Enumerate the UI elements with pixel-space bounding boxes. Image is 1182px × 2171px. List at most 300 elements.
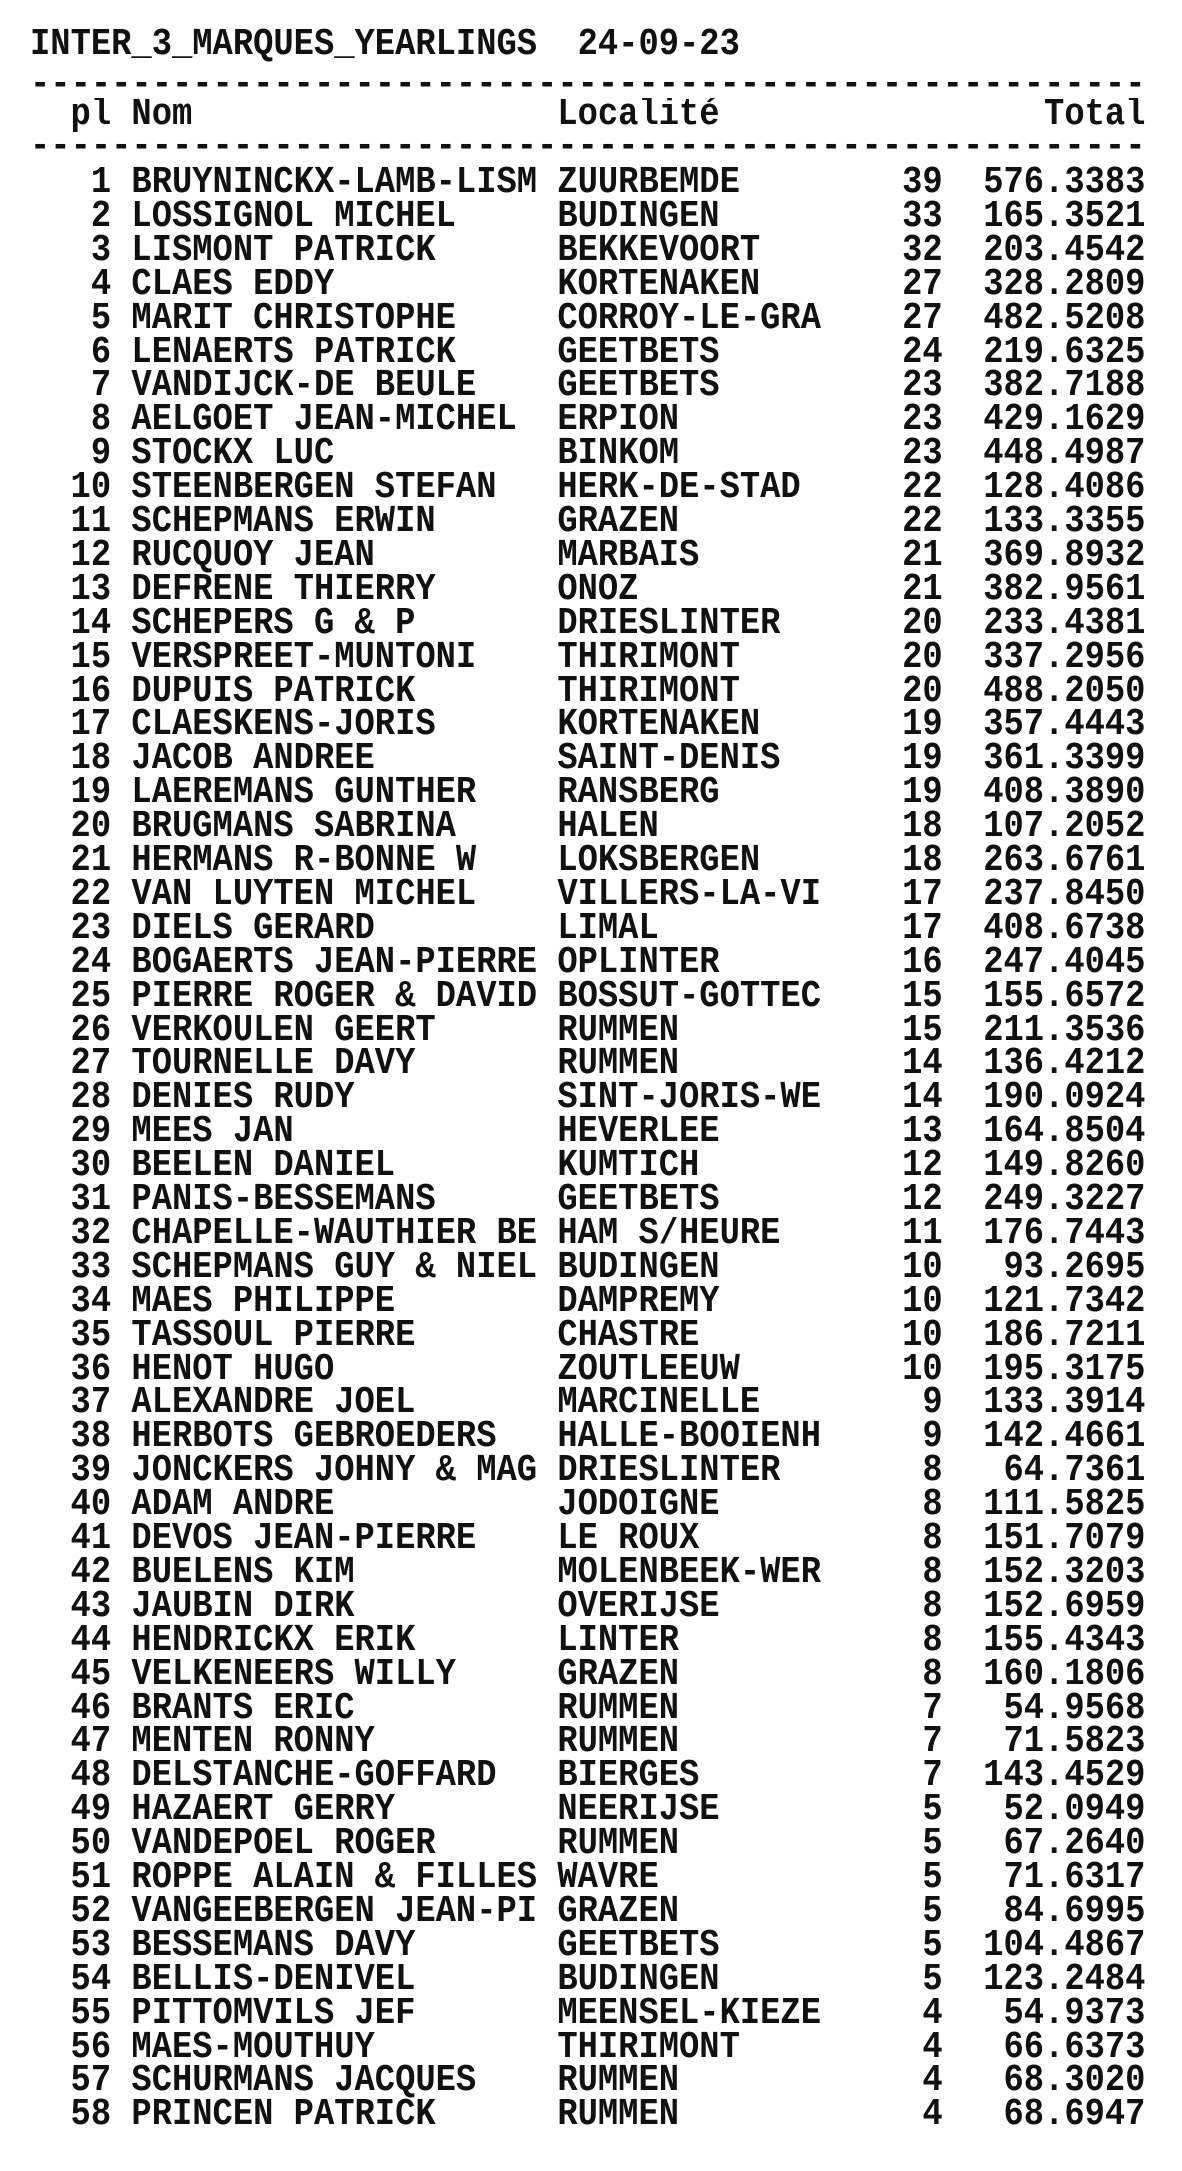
header-name-text: Nom <box>131 98 193 132</box>
cell-count-text: 17 <box>902 911 943 946</box>
cell-name-text: ALEXANDRE JOEL <box>131 1386 416 1421</box>
cell-total <box>963 810 1146 844</box>
cell-count <box>882 166 943 200</box>
table-row <box>30 505 1145 539</box>
cell-count <box>882 1420 943 1454</box>
cell-rank <box>30 1115 111 1149</box>
cell-count <box>882 1997 943 2031</box>
cell-count-text: 33 <box>902 199 943 234</box>
cell-count-text: 17 <box>902 877 943 912</box>
cell-total <box>963 980 1146 1014</box>
cell-name-text: PIERRE ROGER & DAVID <box>131 979 538 1014</box>
cell-count-text: 14 <box>902 1047 943 1082</box>
table-row <box>30 980 1145 1014</box>
cell-name <box>131 1420 537 1454</box>
cell-total-text: 152.6959 <box>983 1589 1146 1624</box>
cell-rank <box>30 1624 111 1658</box>
cell-rank <box>30 1285 111 1319</box>
cell-count-text: 18 <box>902 810 943 845</box>
cell-rank-text: 32 <box>70 1216 112 1251</box>
cell-name <box>131 1793 537 1827</box>
cell-name <box>131 403 537 437</box>
cell-name-text: LOSSIGNOL MICHEL <box>131 199 456 234</box>
cell-locality-text: LINTER <box>557 1623 680 1658</box>
cell-rank <box>30 776 111 810</box>
cell-name-text: CLAES EDDY <box>131 267 335 302</box>
cell-total-text: 104.4867 <box>983 1928 1146 1963</box>
cell-rank <box>30 166 111 200</box>
cell-name <box>131 878 537 912</box>
cell-name-text: SCHEPMANS GUY & NIEL <box>131 1250 538 1285</box>
cell-total-text: 121.7342 <box>983 1284 1146 1319</box>
cell-name-text: LISMONT PATRICK <box>131 233 436 268</box>
cell-name-text: RUCQUOY JEAN <box>131 538 375 573</box>
cell-locality-text: OPLINTER <box>557 945 720 980</box>
cell-count-text: 4 <box>922 2064 943 2099</box>
cell-count-text: 19 <box>902 776 943 811</box>
cell-total-text: 84.6995 <box>1003 1894 1146 1929</box>
cell-locality <box>557 1285 841 1319</box>
cell-total <box>963 1895 1146 1929</box>
cell-count <box>882 1353 943 1387</box>
cell-locality <box>557 1827 841 1861</box>
cell-locality-text: BUDINGEN <box>557 1962 720 1997</box>
cell-count <box>882 1251 943 1285</box>
cell-locality-text: GEETBETS <box>557 1928 720 1963</box>
cell-name <box>131 1217 537 1251</box>
cell-total <box>963 2098 1146 2132</box>
table-row <box>30 844 1145 878</box>
cell-rank-text: 17 <box>70 708 112 743</box>
cell-locality-text: DAMPREMY <box>557 1284 720 1319</box>
cell-total-text: 160.1806 <box>983 1657 1146 1692</box>
cell-locality-text: ZUURBEMDE <box>557 166 740 200</box>
cell-count-text: 22 <box>902 471 943 506</box>
cell-locality-text: KORTENAKEN <box>557 267 761 302</box>
cell-count <box>882 234 943 268</box>
cell-total-text: 136.4212 <box>983 1047 1146 1082</box>
cell-count <box>882 573 943 607</box>
cell-name-text: DEFRENE THIERRY <box>131 572 436 607</box>
cell-rank-text: 52 <box>70 1894 112 1929</box>
cell-locality <box>557 1047 841 1081</box>
cell-rank-text: 13 <box>70 572 112 607</box>
cell-name <box>131 1522 537 1556</box>
cell-total <box>963 1522 1146 1556</box>
cell-locality-text: DRIESLINTER <box>557 1454 781 1489</box>
cell-total <box>963 844 1146 878</box>
cell-count <box>882 2098 943 2132</box>
cell-name-text: LENAERTS PATRICK <box>131 335 456 370</box>
table-row <box>30 1725 1145 1759</box>
cell-count-text: 10 <box>902 1352 943 1387</box>
cell-rank-text: 56 <box>70 2030 112 2065</box>
cell-locality-text: BINKOM <box>557 437 680 472</box>
cell-locality-text: GEETBETS <box>557 1183 720 1217</box>
cell-locality-text: SINT-JORIS-WE <box>557 1081 821 1116</box>
cell-locality-text: VILLERS-LA-VI <box>557 877 821 912</box>
cell-total-text: 93.2695 <box>1003 1250 1146 1285</box>
cell-locality <box>557 1556 841 1590</box>
cell-name-text: PRINCEN PATRICK <box>131 2098 436 2133</box>
header-locality-text: Localité <box>557 98 720 132</box>
cell-name <box>131 200 537 234</box>
cell-count <box>882 878 943 912</box>
cell-locality <box>557 505 841 539</box>
cell-rank <box>30 573 111 607</box>
table-row <box>30 1014 1145 1048</box>
cell-name <box>131 1759 537 1793</box>
cell-locality-text: BEKKEVOORT <box>557 233 761 268</box>
cell-name-text: ADAM ANDRE <box>131 1488 335 1523</box>
cell-name <box>131 539 537 573</box>
cell-rank-text: 3 <box>90 233 112 268</box>
cell-rank <box>30 1420 111 1454</box>
table-row <box>30 675 1145 709</box>
cell-rank-text: 37 <box>70 1386 112 1421</box>
cell-total <box>963 1251 1146 1285</box>
cell-name-text: BELLIS-DENIVEL <box>131 1962 416 1997</box>
table-row <box>30 336 1145 370</box>
cell-rank <box>30 1217 111 1251</box>
table-row <box>30 1251 1145 1285</box>
cell-locality-text: RUMMEN <box>557 2064 680 2099</box>
cell-total <box>963 776 1146 810</box>
cell-name-text: BUELENS KIM <box>131 1555 355 1590</box>
cell-rank-text: 39 <box>70 1454 112 1489</box>
cell-total <box>963 1047 1146 1081</box>
cell-locality-text: KUMTICH <box>557 1149 700 1184</box>
cell-locality <box>557 200 841 234</box>
cell-name <box>131 810 537 844</box>
cell-count-text: 21 <box>902 572 943 607</box>
cell-count-text: 16 <box>902 945 943 980</box>
cell-rank-text: 38 <box>70 1420 112 1455</box>
cell-rank <box>30 708 111 742</box>
cell-rank-text: 2 <box>90 199 112 234</box>
cell-total-text: 233.4381 <box>983 606 1146 641</box>
cell-locality <box>557 810 841 844</box>
table-row <box>30 1692 1145 1726</box>
cell-rank <box>30 844 111 878</box>
cell-total <box>963 708 1146 742</box>
table-row <box>30 1386 1145 1420</box>
cell-total-text: 247.4045 <box>983 945 1146 980</box>
cell-name-text: HENDRICKX ERIK <box>131 1623 416 1658</box>
cell-name-text: SCHURMANS JACQUES <box>131 2064 477 2099</box>
table-row <box>30 1047 1145 1081</box>
cell-total <box>963 1285 1146 1319</box>
cell-name <box>131 1556 537 1590</box>
cell-locality-text: ERPION <box>557 403 680 438</box>
cell-total-text: 186.7211 <box>983 1318 1146 1353</box>
cell-name <box>131 336 537 370</box>
cell-total <box>963 946 1146 980</box>
cell-name <box>131 675 537 709</box>
cell-rank-text: 58 <box>70 2098 112 2133</box>
cell-total-text: 448.4987 <box>983 437 1146 472</box>
cell-rank-text: 54 <box>70 1962 112 1997</box>
table-row <box>30 1488 1145 1522</box>
cell-total-text: 488.2050 <box>983 674 1146 709</box>
cell-rank <box>30 1386 111 1420</box>
cell-locality-text: GRAZEN <box>557 505 680 539</box>
cell-rank-text: 7 <box>90 369 112 404</box>
cell-name-text: DUPUIS PATRICK <box>131 674 416 709</box>
cell-locality-text: MEENSEL-KIEZE <box>557 1996 821 2031</box>
table-row <box>30 1827 1145 1861</box>
cell-total <box>963 505 1146 539</box>
cell-name-text: ROPPE ALAIN & FILLES <box>131 1861 538 1895</box>
cell-count <box>882 810 943 844</box>
cell-count-text: 8 <box>922 1522 943 1556</box>
cell-total-text: 576.3383 <box>983 166 1146 200</box>
cell-count-text: 7 <box>922 1759 943 1794</box>
cell-name <box>131 1861 537 1895</box>
cell-name-text: TOURNELLE DAVY <box>131 1047 416 1082</box>
cell-total <box>963 539 1146 573</box>
cell-locality-text: CORROY-LE-GRA <box>557 301 821 336</box>
cell-rank <box>30 1861 111 1895</box>
cell-name-text: BRUGMANS SABRINA <box>131 810 456 845</box>
cell-count <box>882 1861 943 1895</box>
cell-locality-text: THIRIMONT <box>557 2030 740 2065</box>
cell-total <box>963 1929 1146 1963</box>
table-row <box>30 810 1145 844</box>
table-row <box>30 302 1145 336</box>
table-row <box>30 1793 1145 1827</box>
cell-rank-text: 1 <box>90 166 112 200</box>
cell-total-text: 337.2956 <box>983 640 1146 675</box>
cell-locality <box>557 1488 841 1522</box>
cell-total <box>963 1081 1146 1115</box>
cell-locality-text: HALEN <box>557 810 659 845</box>
cell-rank <box>30 912 111 946</box>
cell-rank-text: 10 <box>70 471 112 506</box>
cell-total-text: 382.9561 <box>983 572 1146 607</box>
cell-locality <box>557 1861 841 1895</box>
cell-count <box>882 2031 943 2065</box>
table-row <box>30 607 1145 641</box>
cell-total-text: 155.6572 <box>983 979 1146 1014</box>
cell-count <box>882 539 943 573</box>
cell-count-text: 8 <box>922 1555 943 1590</box>
cell-rank-text: 9 <box>90 437 112 472</box>
cell-locality <box>557 1895 841 1929</box>
cell-name-text: MENTEN RONNY <box>131 1725 375 1760</box>
cell-locality-text: RUMMEN <box>557 1725 680 1760</box>
cell-name-text: HAZAERT GERRY <box>131 1793 396 1828</box>
cell-name-text: VERSPREET-MUNTONI <box>131 640 477 675</box>
cell-total-text: 151.7079 <box>983 1522 1146 1556</box>
cell-total <box>963 268 1146 302</box>
table-row <box>30 912 1145 946</box>
cell-rank-text: 45 <box>70 1657 112 1692</box>
cell-total <box>963 1590 1146 1624</box>
cell-rank-text: 14 <box>70 606 112 641</box>
cell-total-text: 123.2484 <box>983 1962 1146 1997</box>
cell-total-text: 211.3536 <box>983 1013 1146 1048</box>
cell-name <box>131 1285 537 1319</box>
cell-locality <box>557 675 841 709</box>
cell-rank <box>30 1454 111 1488</box>
cell-count <box>882 268 943 302</box>
table-row <box>30 1081 1145 1115</box>
cell-total <box>963 573 1146 607</box>
cell-count <box>882 1963 943 1997</box>
cell-name <box>131 1115 537 1149</box>
cell-locality <box>557 878 841 912</box>
cell-rank <box>30 1997 111 2031</box>
cell-total-text: 328.2809 <box>983 267 1146 302</box>
cell-total-text: 133.3914 <box>983 1386 1146 1421</box>
cell-name <box>131 166 537 200</box>
cell-count-text: 13 <box>902 1115 943 1150</box>
cell-locality-text: GRAZEN <box>557 1894 680 1929</box>
cell-rank <box>30 1658 111 1692</box>
cell-total-text: 165.3521 <box>983 199 1146 234</box>
cell-name <box>131 1692 537 1726</box>
cell-locality <box>557 1183 841 1217</box>
cell-total <box>963 234 1146 268</box>
cell-total <box>963 1149 1146 1183</box>
cell-count-text: 5 <box>922 1827 943 1862</box>
cell-count-text: 21 <box>902 538 943 573</box>
cell-total-text: 68.6947 <box>1003 2098 1146 2133</box>
cell-rank-text: 49 <box>70 1793 112 1828</box>
cell-count-text: 8 <box>922 1454 943 1489</box>
cell-rank <box>30 1522 111 1556</box>
cell-count <box>882 1590 943 1624</box>
cell-count-text: 4 <box>922 2098 943 2133</box>
cell-count-text: 5 <box>922 1928 943 1963</box>
cell-name-text: PITTOMVILS JEF <box>131 1996 416 2031</box>
cell-count-text: 22 <box>902 505 943 539</box>
cell-rank-text: 35 <box>70 1318 112 1353</box>
table-row <box>30 1522 1145 1556</box>
cell-count <box>882 302 943 336</box>
cell-locality <box>557 1149 841 1183</box>
cell-locality-text: LOKSBERGEN <box>557 844 761 878</box>
cell-rank <box>30 471 111 505</box>
cell-total-text: 71.5823 <box>1003 1725 1146 1760</box>
cell-total <box>963 1353 1146 1387</box>
cell-count-text: 19 <box>902 742 943 777</box>
cell-total <box>963 1183 1146 1217</box>
cell-count <box>882 1454 943 1488</box>
cell-count <box>882 742 943 776</box>
cell-locality <box>557 1251 841 1285</box>
cell-rank-text: 24 <box>70 945 112 980</box>
cell-name-text: VANDEPOEL ROGER <box>131 1827 436 1862</box>
cell-count <box>882 708 943 742</box>
cell-locality-text: BIERGES <box>557 1759 700 1794</box>
cell-name <box>131 1827 537 1861</box>
cell-rank-text: 36 <box>70 1352 112 1387</box>
cell-total-text: 142.4661 <box>983 1420 1146 1455</box>
cell-count <box>882 403 943 437</box>
cell-total-text: 408.6738 <box>983 911 1146 946</box>
cell-name-text: CHAPELLE-WAUTHIER BE <box>131 1216 538 1251</box>
cell-count <box>882 1658 943 1692</box>
cell-locality <box>557 1353 841 1387</box>
cell-total <box>963 1556 1146 1590</box>
cell-locality <box>557 742 841 776</box>
cell-locality-text: MOLENBEEK-WER <box>557 1555 821 1590</box>
cell-total <box>963 1217 1146 1251</box>
cell-count-text: 7 <box>922 1691 943 1726</box>
cell-count-text: 14 <box>902 1081 943 1116</box>
cell-name <box>131 946 537 980</box>
cell-total <box>963 1014 1146 1048</box>
cell-rank-text: 20 <box>70 810 112 845</box>
cell-total <box>963 1861 1146 1895</box>
cell-total <box>963 641 1146 675</box>
cell-count <box>882 1895 943 1929</box>
cell-locality-text: KORTENAKEN <box>557 708 761 743</box>
cell-name <box>131 980 537 1014</box>
cell-name <box>131 2098 537 2132</box>
cell-locality-text: GRAZEN <box>557 1657 680 1692</box>
cell-name <box>131 1047 537 1081</box>
cell-locality <box>557 1658 841 1692</box>
cell-rank <box>30 437 111 471</box>
separator-top <box>30 63 1146 107</box>
cell-rank-text: 19 <box>70 776 112 811</box>
cell-total-text: 357.4443 <box>983 708 1146 743</box>
cell-name <box>131 2031 537 2065</box>
cell-count <box>882 1522 943 1556</box>
cell-rank <box>30 234 111 268</box>
cell-total-text: 66.6373 <box>1003 2030 1146 2065</box>
cell-count <box>882 2064 943 2098</box>
cell-total-text: 68.3020 <box>1003 2064 1146 2099</box>
cell-count-text: 23 <box>902 403 943 438</box>
cell-locality <box>557 1319 841 1353</box>
cell-total <box>963 369 1146 403</box>
report-title-text: INTER_3_MARQUES_YEARLINGS 24-09-23 <box>30 23 740 67</box>
cell-count <box>882 1759 943 1793</box>
cell-rank <box>30 505 111 539</box>
cell-count-text: 5 <box>922 1894 943 1929</box>
cell-count <box>882 1183 943 1217</box>
cell-locality-text: HEVERLEE <box>557 1115 720 1150</box>
cell-locality <box>557 980 841 1014</box>
cell-total <box>963 742 1146 776</box>
cell-name-text: AELGOET JEAN-MICHEL <box>131 403 517 438</box>
cell-count-text: 20 <box>902 674 943 709</box>
cell-rank-text: 47 <box>70 1725 112 1760</box>
cell-rank-text: 8 <box>90 403 112 438</box>
cell-rank-text: 15 <box>70 640 112 675</box>
cell-rank-text: 30 <box>70 1149 112 1184</box>
cell-count <box>882 776 943 810</box>
cell-count <box>882 675 943 709</box>
cell-name <box>131 1386 537 1420</box>
cell-count-text: 4 <box>922 2030 943 2065</box>
cell-total-text: 152.3203 <box>983 1555 1146 1590</box>
cell-locality-text: RUMMEN <box>557 1013 680 1048</box>
cell-rank-text: 40 <box>70 1488 112 1523</box>
table-row <box>30 1590 1145 1624</box>
cell-count <box>882 1217 943 1251</box>
cell-name <box>131 1149 537 1183</box>
cell-name <box>131 1183 537 1217</box>
cell-rank-text: 25 <box>70 979 112 1014</box>
cell-name <box>131 1353 537 1387</box>
cell-locality-text: WAVRE <box>557 1861 659 1895</box>
cell-name-text: MAES PHILIPPE <box>131 1284 396 1319</box>
